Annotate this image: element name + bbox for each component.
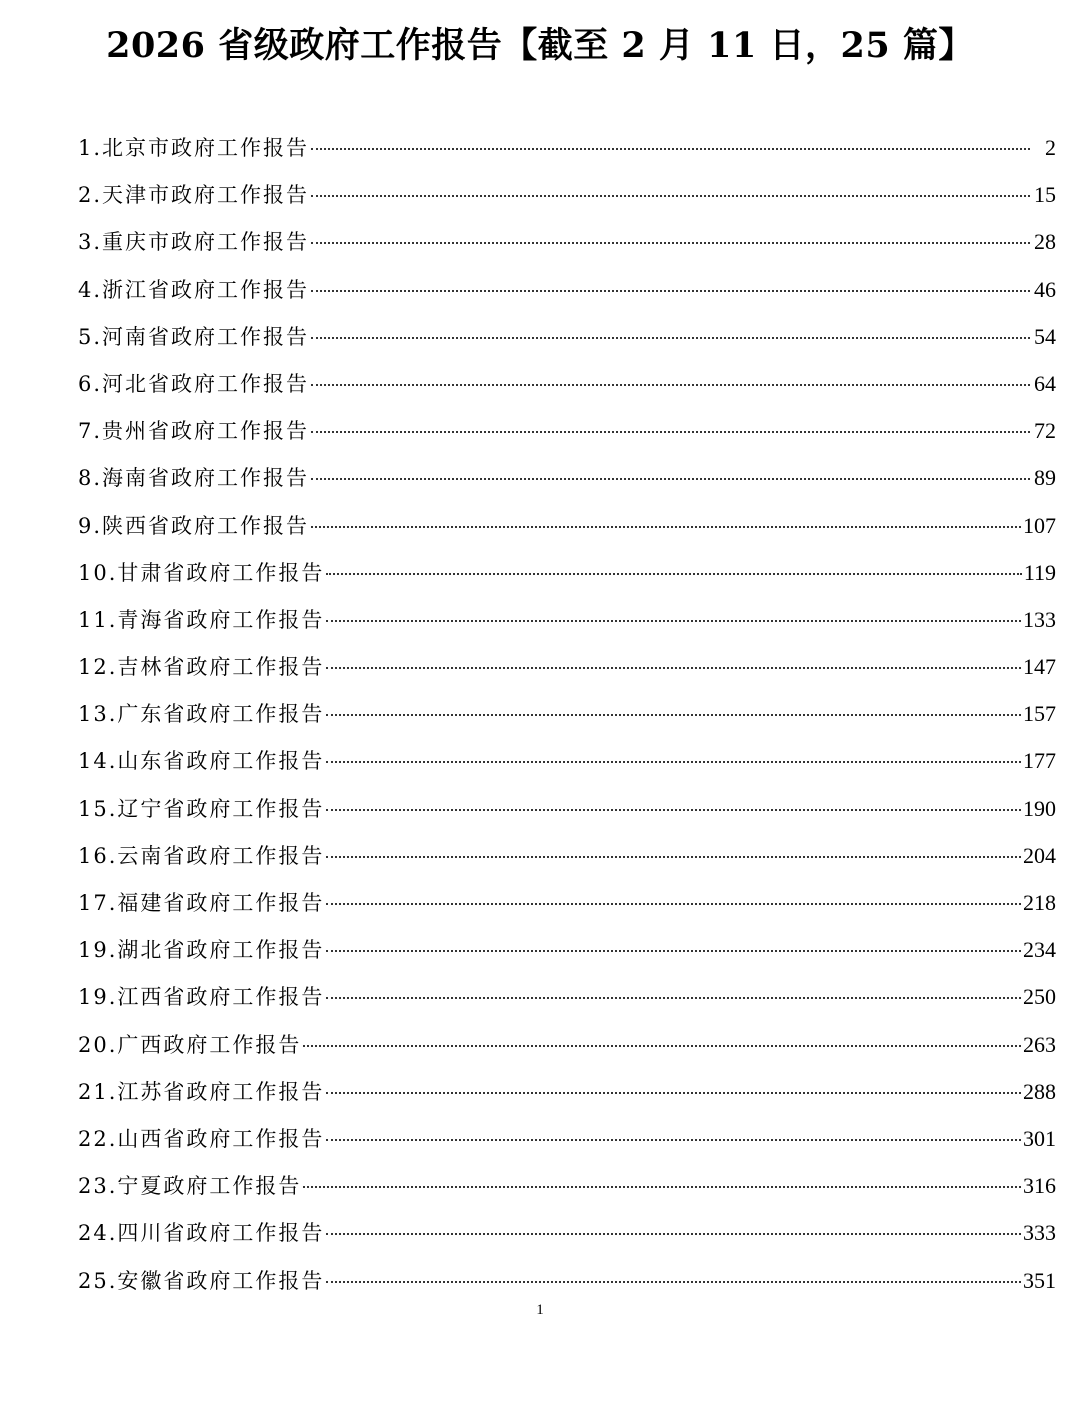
toc-entry-label: 13.广东省政府工作报告 [78, 702, 325, 727]
toc-dot-leader [326, 1092, 1021, 1094]
toc-dot-leader [311, 431, 1030, 433]
toc-entry-page: 147 [1023, 654, 1056, 680]
toc-entry-page: 133 [1023, 606, 1056, 632]
toc-dot-leader [311, 384, 1030, 386]
table-of-contents [78, 128, 1056, 1308]
toc-entry[interactable] [78, 222, 1056, 269]
toc-dot-leader [326, 573, 1021, 575]
toc-entry-label: 10.甘肃省政府工作报告 [78, 560, 325, 585]
toc-entry[interactable] [78, 1025, 1056, 1072]
toc-entry-label: 24.四川省政府工作报告 [78, 1221, 325, 1246]
toc-entry-page: 204 [1023, 842, 1056, 868]
toc-entry-label: 11.青海省政府工作报告 [78, 607, 325, 632]
page-number: 1 [536, 1302, 544, 1318]
toc-entry-page: 301 [1023, 1125, 1056, 1151]
toc-entry[interactable] [78, 789, 1056, 836]
document-title: 2026 省级政府工作报告【截至 2 月 11 日，25 篇】 [106, 25, 974, 66]
toc-dot-leader [311, 242, 1030, 244]
toc-entry-label: 19.江西省政府工作报告 [78, 985, 325, 1010]
toc-entry-label: 16.云南省政府工作报告 [78, 843, 325, 868]
toc-entry[interactable] [78, 694, 1056, 741]
toc-entry-page: 15 [1034, 182, 1056, 208]
toc-entry[interactable] [78, 317, 1056, 364]
toc-entry-page: 72 [1034, 418, 1056, 444]
toc-entry-page: 288 [1023, 1078, 1056, 1104]
toc-entry-label: 15.辽宁省政府工作报告 [78, 796, 325, 821]
toc-entry-page: 157 [1023, 701, 1056, 727]
toc-entry[interactable] [78, 458, 1056, 505]
toc-entry-page: 234 [1023, 937, 1056, 963]
toc-entry-label: 4.浙江省政府工作报告 [78, 277, 310, 302]
toc-dot-leader [326, 1139, 1021, 1141]
toc-entry[interactable] [78, 1119, 1056, 1166]
toc-entry-page: 351 [1023, 1267, 1056, 1293]
toc-entry-label: 9.陕西省政府工作报告 [78, 513, 310, 538]
toc-entry-label: 19.湖北省政府工作报告 [78, 938, 325, 963]
toc-entry-page: 333 [1023, 1220, 1056, 1246]
toc-entry-label: 7.贵州省政府工作报告 [78, 419, 310, 444]
toc-entry-page: 54 [1034, 323, 1056, 349]
toc-entry[interactable] [78, 977, 1056, 1024]
toc-entry[interactable] [78, 1166, 1056, 1213]
toc-entry[interactable] [78, 411, 1056, 458]
toc-dot-leader [311, 526, 1021, 528]
toc-entry-label: 6.河北省政府工作报告 [78, 371, 310, 396]
toc-entry-label: 22.山西省政府工作报告 [78, 1126, 325, 1151]
toc-entry-label: 1.北京市政府工作报告 [78, 136, 310, 160]
toc-entry-label: 21.江苏省政府工作报告 [78, 1079, 325, 1104]
toc-entry[interactable] [78, 600, 1056, 647]
toc-entry-page: 119 [1023, 559, 1056, 585]
toc-dot-leader [326, 714, 1021, 716]
toc-entry-page: 177 [1023, 748, 1056, 774]
toc-entry-label: 20.广西政府工作报告 [78, 1032, 302, 1057]
toc-dot-leader [311, 478, 1030, 480]
toc-entry-page: 28 [1034, 229, 1056, 255]
toc-entry-page: 316 [1023, 1173, 1056, 1199]
toc-dot-leader [311, 195, 1030, 197]
toc-entry[interactable] [78, 506, 1056, 553]
toc-entry-page: 250 [1023, 984, 1056, 1010]
toc-dot-leader [326, 997, 1021, 999]
toc-dot-leader [326, 950, 1021, 952]
toc-dot-leader [311, 148, 1030, 150]
toc-entry[interactable] [78, 364, 1056, 411]
toc-entry[interactable] [78, 836, 1056, 883]
toc-entry[interactable] [78, 1213, 1056, 1260]
toc-entry-page: 190 [1023, 795, 1056, 821]
toc-entry-page: 263 [1023, 1031, 1056, 1057]
toc-entry[interactable] [78, 647, 1056, 694]
toc-entry[interactable] [78, 1072, 1056, 1119]
toc-dot-leader [326, 809, 1021, 811]
toc-dot-leader [326, 1281, 1021, 1283]
toc-entry[interactable] [78, 930, 1056, 977]
toc-entry-label: 12.吉林省政府工作报告 [78, 655, 325, 680]
toc-entry-page: 2 [1045, 135, 1056, 160]
toc-entry-page: 64 [1034, 370, 1056, 396]
toc-entry-label: 23.宁夏政府工作报告 [78, 1174, 302, 1199]
toc-entry[interactable] [78, 553, 1056, 600]
toc-dot-leader [303, 1186, 1021, 1188]
toc-entry-page: 46 [1034, 276, 1056, 302]
toc-dot-leader [311, 337, 1030, 339]
toc-dot-leader [303, 1045, 1021, 1047]
toc-entry-label: 17.福建省政府工作报告 [78, 891, 325, 915]
toc-dot-leader [326, 761, 1021, 763]
toc-entry-label: 5.河南省政府工作报告 [78, 324, 310, 349]
toc-dot-leader [326, 856, 1021, 858]
toc-dot-leader [326, 903, 1021, 905]
toc-entry-page: 107 [1023, 512, 1056, 538]
toc-dot-leader [326, 620, 1021, 622]
toc-entry-label: 25.安徽省政府工作报告 [78, 1268, 325, 1293]
toc-entry-label: 14.山东省政府工作报告 [78, 749, 325, 774]
toc-dot-leader [326, 667, 1021, 669]
toc-entry[interactable] [78, 128, 1056, 175]
toc-entry[interactable] [78, 741, 1056, 788]
toc-entry[interactable] [78, 270, 1056, 317]
toc-entry[interactable] [78, 175, 1056, 222]
toc-entry-label: 2.天津市政府工作报告 [78, 183, 310, 208]
toc-entry-page: 218 [1023, 890, 1056, 915]
toc-entry[interactable] [78, 883, 1056, 930]
toc-entry-label: 3.重庆市政府工作报告 [78, 230, 310, 255]
toc-entry-label: 8.海南省政府工作报告 [78, 466, 310, 491]
toc-entry-page: 89 [1034, 465, 1056, 491]
toc-dot-leader [326, 1233, 1021, 1235]
toc-dot-leader [311, 290, 1030, 292]
